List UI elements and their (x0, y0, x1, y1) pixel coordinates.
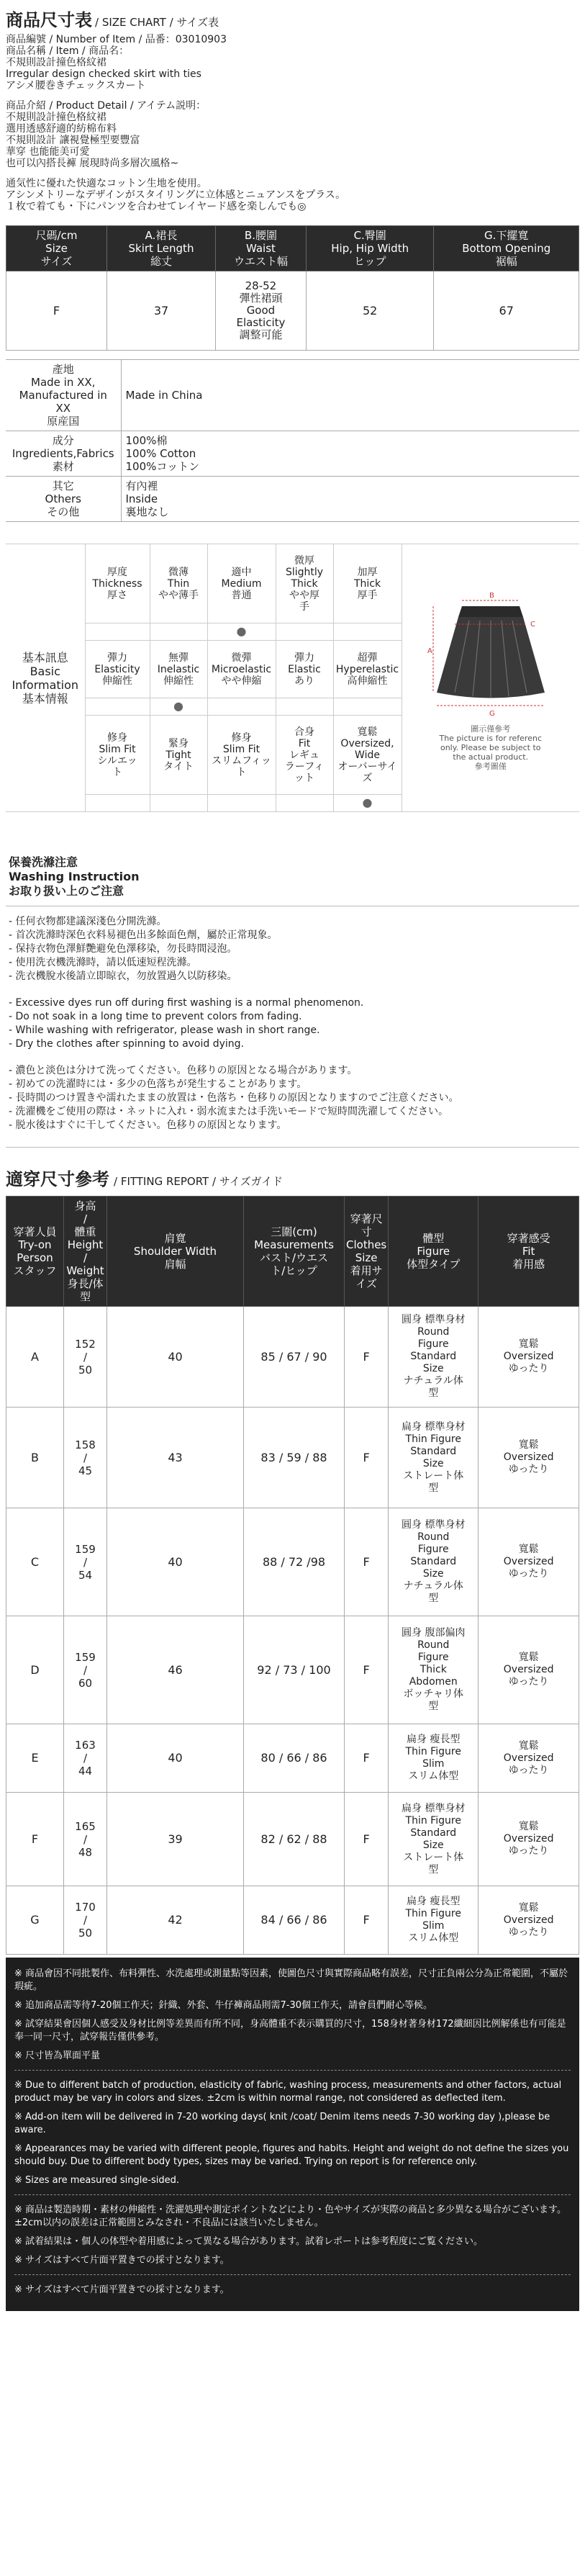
col-measurements: 三圍(cm) Measurements バスト/ウエス ト/ヒップ (244, 1197, 345, 1307)
label-g: G (489, 710, 495, 718)
col-hip: C.臀圍 Hip, Hip Width ヒップ (306, 226, 434, 271)
item-name-cn: 不規則設計撞色格紋裙 (6, 57, 106, 68)
size-table (6, 225, 579, 351)
notes-block (6, 1958, 579, 2311)
opt-microelastic: 微彈 Microelastic やや伸縮 (207, 641, 276, 698)
label-a: A (427, 647, 432, 655)
opt-fit: 合身 Fit レギュ ラーフィ ット (276, 716, 333, 795)
opt-slightly-thick: 微厚 Slightly Thick やや厚 手 (276, 544, 333, 623)
col-length: A.裙長 Skirt Length 総丈 (107, 226, 216, 271)
product-info (6, 34, 579, 212)
selected-dot: ● (236, 624, 247, 638)
fitting-table (6, 1196, 579, 1955)
jp-description: アシンメトリーなデザインがスタイリングに立体感とニュアンスをプラス。 (6, 189, 346, 201)
fit-row-b: B 158 / 45 43 83 / 59 / 88 F 扁身 標準身材 Thin Figure Standard Size ストレート体 型 寬鬆 Oversized ゆったり (6, 1408, 579, 1508)
washing-title: 保養洗滌注意 Washing Instruction お取り扱い上のご注意 (9, 855, 140, 898)
col-shoulder: 肩寬 Shoulder Width 肩幅 (107, 1197, 244, 1307)
length-value: 37 (107, 271, 216, 351)
fitting-title (6, 1165, 579, 1190)
waist-value: 28-52 彈性裙頭 Good Elasticity 調整可能 (215, 271, 306, 351)
fitting-header (6, 1197, 579, 1307)
opt-elastic: 彈力 Elastic あり (276, 641, 333, 698)
others-row (6, 477, 579, 522)
detail-label: 商品介紹 / Product Detail / アイテム説明： (6, 100, 207, 112)
fitting-subtitle: / FITTING REPORT / サイズガイド (114, 1175, 284, 1188)
materials-table (6, 359, 579, 522)
fabric-label: 成分 Ingredients,Fabrics 素材 (6, 431, 121, 477)
note: ※ 商品は製造時期・素材の伸縮性・洗濯処理や測定ポイントなどにより・色やサイズが実際の商品と多少異なる場合がございます。±2cm以内の誤差は正常範囲とみなされ・不良品には該当いたしません。 (14, 2205, 566, 2228)
diagram-caption: 圖示僅參考 The picture is for referenc only. Please be subject to the actual product. 參考圖僅 (439, 724, 543, 771)
elasticity-label: 彈力 Elasticity 伸縮性 (85, 641, 150, 698)
label-b: B (489, 592, 494, 600)
note: ※ 尺寸皆為單面平量 (14, 2050, 101, 2061)
note: ※ Sizes are measured single-sided. (14, 2175, 180, 2186)
opt-slim-fit: 修身 Slim Fit スリムフィット (207, 716, 276, 795)
opt-hyperelastic: 超彈 Hyperelastic 高伸縮性 (333, 641, 402, 698)
size-chart-title (6, 0, 579, 31)
label-c: C (530, 621, 535, 629)
fit-row-a: A 152 / 50 40 85 / 67 / 90 F 圓身 標準身材 Round Figure Standard Size ナチュラル体 型 寬鬆 Oversized ゆったり (6, 1307, 579, 1408)
size-row (6, 271, 579, 351)
fit-row-g: G 170 / 50 42 84 / 66 / 86 F 扁身 瘦長型 Thin Figure Slim スリム体型 寬鬆 Oversized ゆったり (6, 1886, 579, 1955)
waistband-shape (458, 606, 523, 617)
hip-value: 52 (306, 271, 434, 351)
item-name-label: 商品名稱 / Item / 商品名： (6, 45, 130, 57)
skirt-diagram-cell (402, 544, 579, 812)
origin-row (6, 360, 579, 431)
note: ※ 試穿結果會因個人感受及身材比例等差異而有所不同，身高體重不表示購買的尺寸，158身材著身材172纖細因比例解係也有可能是奉一同一尺寸，試穿報告僅供參考。 (14, 2019, 566, 2043)
fit-row-e: E 163 / 44 40 80 / 66 / 86 F 扁身 瘦長型 Thin Figure Slim スリム体型 寬鬆 Oversized ゆったり (6, 1724, 579, 1793)
note: ※ 追加商品需等待7-20個工作天；針織、外套、牛仔褲商品則需7-30個工作天，請會員們耐心等候。 (14, 2000, 433, 2011)
fit-row-f: F 165 / 48 39 82 / 62 / 88 F 扁身 標準身材 Thin Figure Standard Size ストレート体 型 寬鬆 Oversized ゆったり (6, 1793, 579, 1886)
fitting-heading: 適穿尺寸參考 (6, 1169, 109, 1189)
selected-dot: ● (362, 796, 373, 809)
col-bottom: G.下擺寬 Bottom Opening 裾幅 (434, 226, 579, 271)
detail-line: 華穿 也能能美可愛 (6, 146, 90, 158)
origin-value: Made in China (121, 360, 579, 431)
item-name-jp: アシメ腰巻きチェックスカート (6, 80, 146, 91)
opt-tight: 緊身 Tight タイト (150, 716, 207, 795)
note: ※ サイズはすべて片面平置きでの採寸となります。 (14, 2284, 230, 2295)
detail-line: 不規則設計 讓視覺極型要豐富 (6, 135, 140, 146)
basic-info-table (6, 544, 579, 812)
fit-label: 修身 Slim Fit シルエッ ト (85, 716, 150, 795)
size-chart-subtitle: / SIZE CHART / サイズ表 (95, 16, 219, 29)
detail-line: 選用透感舒適的紡棉布料 (6, 123, 117, 135)
bottom-value: 67 (434, 271, 579, 351)
thickness-row (6, 544, 579, 623)
col-size: 尺碼/cm Size サイズ (6, 226, 107, 271)
jp-description: 通気性に優れた快適なコットン生地を使用。 (6, 178, 207, 189)
others-label: 其它 Others その他 (6, 477, 121, 522)
opt-thin: 微薄 Thin やや薄手 (150, 544, 207, 623)
opt-oversized: 寬鬆 Oversized, Wide オーバーサイ ズ (333, 716, 402, 795)
col-figure: 體型 Figure 体型タイプ (389, 1197, 479, 1307)
item-number: 商品編號 / Number of Item / 品番：03010903 (6, 34, 227, 45)
note: ※ Add-on item will be delivered in 7-20 working days( knit /coat/ Denim items needs 7-30 working day ),please be aware. (14, 2112, 550, 2135)
others-value: 有內裡 Inside 裏地なし (121, 477, 579, 522)
size-chart-heading: 商品尺寸表 (6, 10, 92, 30)
col-clothes-size: 穿著尺 寸 Clothes Size 着用サ イズ (345, 1197, 389, 1307)
fabric-value: 100%棉 100% Cotton 100%コットン (121, 431, 579, 477)
fabric-row (6, 431, 579, 477)
skirt-diagram (426, 585, 555, 721)
note: ※ Due to different batch of production, elasticity of fabric, washing process, measurements and other factors, actual product may be vary in colors and sizes. ±2cm is within normal range, not considered as deflected item. (14, 2080, 562, 2104)
opt-medium: 適中 Medium 普通 (207, 544, 276, 623)
item-name-en: Irregular design checked skirt with ties (6, 68, 201, 80)
origin-label: 產地 Made in XX, Manufactured in XX 原産国 (6, 360, 121, 431)
detail-line: 也可以內搭長褲 展現時尚多層次風格~ (6, 158, 179, 169)
size-value: F (6, 271, 107, 351)
opt-thick: 加厚 Thick 厚手 (333, 544, 402, 623)
col-person: 穿著人員 Try-on Person スタッフ (6, 1197, 64, 1307)
col-waist: B.腰圍 Waist ウエスト幅 (215, 226, 306, 271)
washing-instructions: - 任何衣物都建議深淺色分開洗滌。 - 首次洗滌時深色衣料易褪色出多餘面色劑，屬於正常現象。 - 保持衣物色澤鮮艷避免色澤移染，勿長時間浸泡。 - 使用洗衣機洗滌時，請以低速短程洗滌。 - 洗衣機脫水後請立即晾衣，勿放置過久以防移染。 - Excessive dyes run off during first washing is a normal phenomenon. - Do not soak in a long time to prevent colors from fading. - While washing with refrigerator, please wash in short range. - Dry the clothes after spinning to avoid dying. - 濃色と淡色は分けて洗ってください。色移りの原因となる場合があります。 - 初めての洗濯時には・多少の色落ちが発生することがあります。 - 長時間のつけ置きや濡れたままの放置は・色落ち・色移りの原因となりますのでご注意ください。 - 洗濯機をご使用の際は・ネットに入れ・弱水流または手洗いモードで短時間洗濯してください。 - 脱水後はすぐに干してください。色移りの原因となります。 (6, 906, 579, 1148)
jp-description: １枚で着ても・下にパンツを合わせてレイヤード感を楽しんでも◎ (6, 201, 307, 212)
opt-inelastic: 無彈 Inelastic 伸縮性 (150, 641, 207, 698)
selected-dot: ● (173, 699, 183, 713)
note: ※ Appearances may be varied with different people, figures and habits. Height and weight do not define the sizes you should buy. Due to different body types, sizes may be varied. Trying on report is for reference only. (14, 2143, 569, 2167)
col-height-weight: 身高 / 體重 Height / Weight 身長/体 型 (64, 1197, 107, 1307)
basic-info-label: 基本訊息 Basic Information 基本情報 (6, 544, 85, 812)
fit-row-c: C 159 / 54 40 88 / 72 /98 F 圓身 標準身材 Round Figure Standard Size ナチュラル体 型 寬鬆 Oversized ゆったり (6, 1508, 579, 1616)
note: ※ 試着結果は・個人の体型や着用感によって異なる場合があります。試着レポートは参考程度にご覧ください。 (14, 2236, 483, 2247)
note: ※ サイズはすべて片面平置きでの採寸となります。 (14, 2255, 230, 2266)
detail-line: 不規則設計撞色格紋裙 (6, 112, 106, 123)
size-table-header (6, 226, 579, 271)
col-fit: 穿著感受 Fit 着用感 (479, 1197, 579, 1307)
thickness-label: 厚度 Thickness 厚さ (85, 544, 150, 623)
note: ※ 商品會因不同批製作、布料彈性、水洗處理或測量點等因素，使圖色尺寸與實際商品略有誤差，尺寸正負兩公分為正常範圍，不屬於瑕疵。 (14, 1968, 568, 1992)
fit-row-d: D 159 / 60 46 92 / 73 / 100 F 圓身 腹部偏肉 Round Figure Thick Abdomen ボッチャリ体 型 寬鬆 Oversized ゆったり (6, 1616, 579, 1724)
